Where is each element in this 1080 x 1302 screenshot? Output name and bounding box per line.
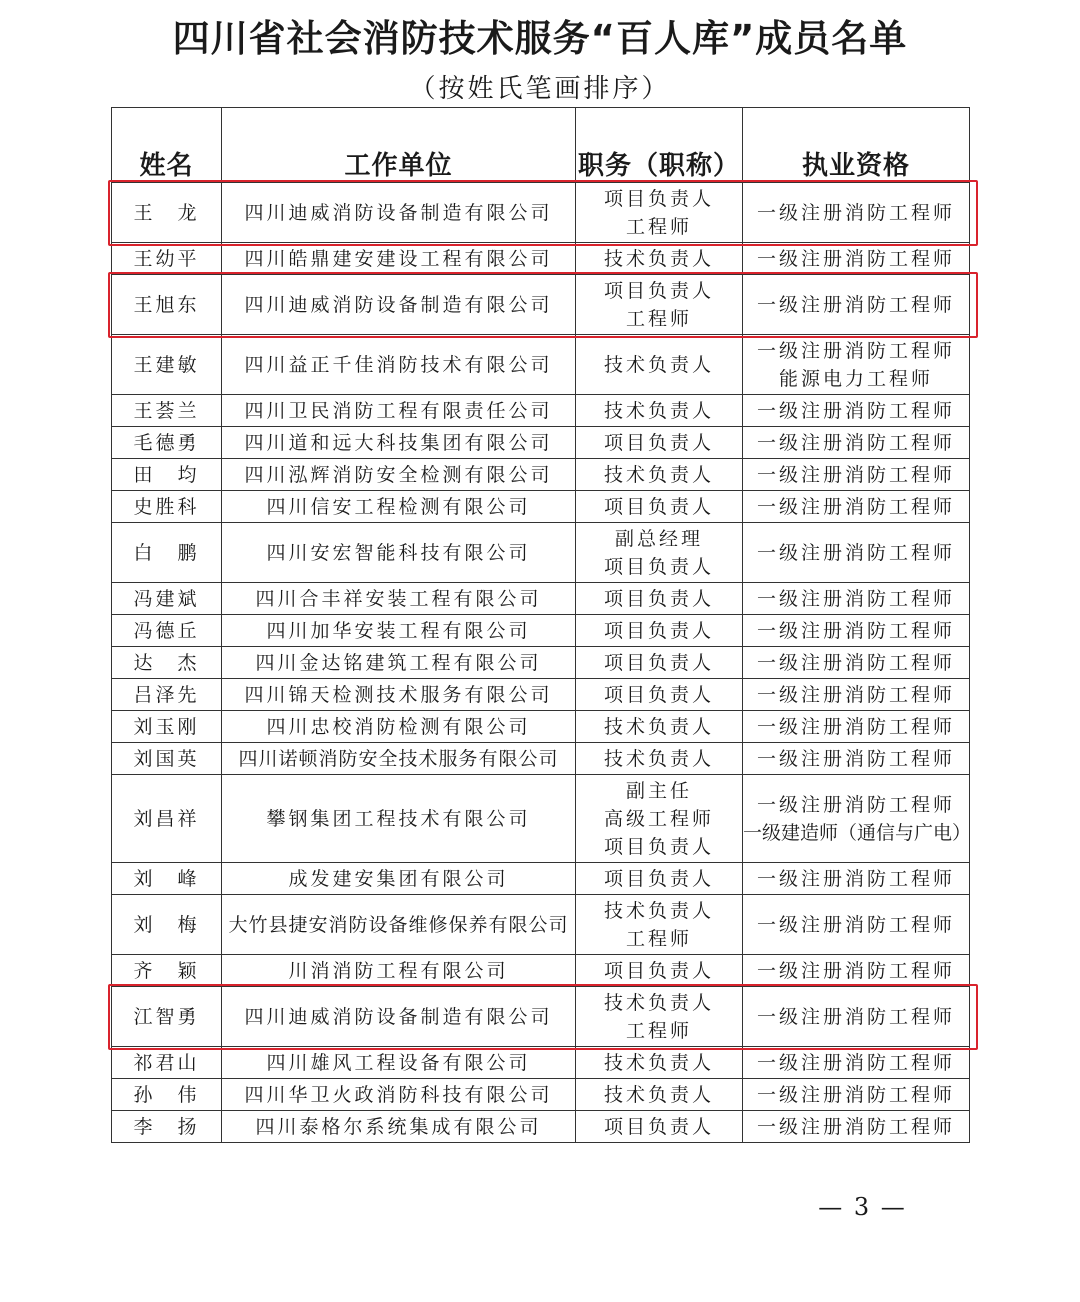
cell-qualification <box>743 1047 970 1079</box>
document-title: 四川省社会消防技术服务“百人库”成员名单 <box>172 17 908 60</box>
position-line: 项目负责人 <box>603 959 714 982</box>
qualification-line: 一级注册消防工程师 <box>756 867 955 890</box>
cell-name: 达 杰 <box>112 647 222 679</box>
cell-name: 冯建斌 <box>112 583 222 615</box>
cell-name: 江智勇 <box>112 987 222 1047</box>
position-line: 技术负责人 <box>603 1051 714 1074</box>
table-row <box>112 987 970 1047</box>
cell-name: 史胜科 <box>112 491 222 523</box>
cell-position <box>576 1079 743 1111</box>
cell-qualification <box>743 243 970 275</box>
table-row <box>112 615 970 647</box>
cell-unit: 四川迪威消防设备制造有限公司 <box>222 275 576 335</box>
position-line: 工程师 <box>625 215 692 238</box>
qualification-line: 一级注册消防工程师 <box>756 201 955 224</box>
position-line: 副总经理 <box>614 527 703 550</box>
cell-position <box>576 775 743 863</box>
position-line: 技术负责人 <box>603 1083 714 1106</box>
cell-qualification <box>743 955 970 987</box>
table-row <box>112 743 970 775</box>
table-row <box>112 775 970 863</box>
table-body <box>112 183 970 1143</box>
cell-name: 祁君山 <box>112 1047 222 1079</box>
header-unit: 工作单位 <box>222 108 576 183</box>
cell-qualification <box>743 459 970 491</box>
position-line: 项目负责人 <box>603 187 714 210</box>
cell-qualification <box>743 895 970 955</box>
table-row <box>112 275 970 335</box>
qualification-line: 一级注册消防工程师 <box>756 747 955 770</box>
qualification-line: 一级注册消防工程师 <box>756 1083 955 1106</box>
position-line: 工程师 <box>625 1019 692 1042</box>
position-line: 项目负责人 <box>603 555 714 578</box>
cell-position <box>576 955 743 987</box>
position-line: 项目负责人 <box>603 619 714 642</box>
position-line: 副主任 <box>625 779 692 802</box>
position-line: 项目负责人 <box>603 1115 714 1138</box>
qualification-line: 一级建造师（通信与广电） <box>743 821 972 844</box>
table-row <box>112 583 970 615</box>
cell-position <box>576 679 743 711</box>
table-row <box>112 955 970 987</box>
cell-unit: 四川泰格尔系统集成有限公司 <box>222 1111 576 1143</box>
cell-name: 王建敏 <box>112 335 222 395</box>
cell-unit: 攀钢集团工程技术有限公司 <box>222 775 576 863</box>
cell-qualification <box>743 775 970 863</box>
cell-qualification <box>743 275 970 335</box>
qualification-line: 一级注册消防工程师 <box>756 651 955 674</box>
cell-position <box>576 711 743 743</box>
cell-qualification <box>743 395 970 427</box>
table-row <box>112 395 970 427</box>
cell-unit: 川消消防工程有限公司 <box>222 955 576 987</box>
position-line: 项目负责人 <box>603 867 714 890</box>
cell-unit: 四川道和远大科技集团有限公司 <box>222 427 576 459</box>
position-line: 技术负责人 <box>603 247 714 270</box>
cell-qualification <box>743 427 970 459</box>
cell-unit: 成发建安集团有限公司 <box>222 863 576 895</box>
cell-name: 冯德丘 <box>112 615 222 647</box>
cell-position <box>576 987 743 1047</box>
qualification-line: 一级注册消防工程师 <box>756 399 955 422</box>
position-line: 技术负责人 <box>603 463 714 486</box>
cell-qualification <box>743 743 970 775</box>
cell-position <box>576 895 743 955</box>
cell-name: 李 扬 <box>112 1111 222 1143</box>
cell-name: 毛德勇 <box>112 427 222 459</box>
cell-qualification <box>743 987 970 1047</box>
cell-position <box>576 523 743 583</box>
cell-position <box>576 583 743 615</box>
table-header-row <box>112 108 970 183</box>
cell-qualification <box>743 491 970 523</box>
qualification-line: 能源电力工程师 <box>778 367 933 390</box>
cell-qualification <box>743 523 970 583</box>
cell-name: 吕泽先 <box>112 679 222 711</box>
qualification-line: 一级注册消防工程师 <box>756 587 955 610</box>
table-row <box>112 243 970 275</box>
cell-qualification <box>743 1111 970 1143</box>
cell-name: 刘国英 <box>112 743 222 775</box>
cell-unit: 四川华卫火政消防科技有限公司 <box>222 1079 576 1111</box>
qualification-line: 一级注册消防工程师 <box>756 913 955 936</box>
cell-position <box>576 743 743 775</box>
table-row <box>112 711 970 743</box>
qualification-line: 一级注册消防工程师 <box>756 541 955 564</box>
position-line: 项目负责人 <box>603 495 714 518</box>
qualification-line: 一级注册消防工程师 <box>756 683 955 706</box>
table-row <box>112 183 970 243</box>
cell-name: 王荟兰 <box>112 395 222 427</box>
qualification-line: 一级注册消防工程师 <box>756 1005 955 1028</box>
qualification-line: 一级注册消防工程师 <box>756 339 955 362</box>
cell-position <box>576 491 743 523</box>
position-line: 项目负责人 <box>603 279 714 302</box>
cell-unit: 四川雄风工程设备有限公司 <box>222 1047 576 1079</box>
table-row <box>112 1111 970 1143</box>
cell-unit: 四川卫民消防工程有限责任公司 <box>222 395 576 427</box>
cell-qualification <box>743 583 970 615</box>
qualification-line: 一级注册消防工程师 <box>756 959 955 982</box>
position-line: 项目负责人 <box>603 587 714 610</box>
position-line: 高级工程师 <box>603 807 714 830</box>
qualification-line: 一级注册消防工程师 <box>756 793 955 816</box>
cell-unit: 四川安宏智能科技有限公司 <box>222 523 576 583</box>
cell-name: 田 均 <box>112 459 222 491</box>
cell-qualification <box>743 183 970 243</box>
table-row <box>112 335 970 395</box>
cell-position <box>576 459 743 491</box>
table-row <box>112 523 970 583</box>
cell-name: 王旭东 <box>112 275 222 335</box>
table-row <box>112 491 970 523</box>
cell-unit: 四川泓辉消防安全检测有限公司 <box>222 459 576 491</box>
table-row <box>112 679 970 711</box>
page-number: — 3 — <box>818 1193 907 1221</box>
cell-name: 孙 伟 <box>112 1079 222 1111</box>
cell-name: 刘昌祥 <box>112 775 222 863</box>
cell-unit: 四川益正千佳消防技术有限公司 <box>222 335 576 395</box>
cell-unit: 四川忠校消防检测有限公司 <box>222 711 576 743</box>
cell-position <box>576 243 743 275</box>
cell-unit: 四川合丰祥安装工程有限公司 <box>222 583 576 615</box>
cell-qualification <box>743 679 970 711</box>
table-row <box>112 1047 970 1079</box>
cell-unit: 大竹县捷安消防设备维修保养有限公司 <box>222 895 576 955</box>
cell-name: 刘 梅 <box>112 895 222 955</box>
position-line: 技术负责人 <box>603 715 714 738</box>
qualification-line: 一级注册消防工程师 <box>756 1051 955 1074</box>
position-line: 工程师 <box>625 307 692 330</box>
cell-position <box>576 863 743 895</box>
cell-position <box>576 275 743 335</box>
cell-unit: 四川锦天检测技术服务有限公司 <box>222 679 576 711</box>
position-line: 项目负责人 <box>603 431 714 454</box>
cell-position <box>576 335 743 395</box>
cell-unit: 四川加华安装工程有限公司 <box>222 615 576 647</box>
cell-position <box>576 647 743 679</box>
table-row <box>112 459 970 491</box>
table-row <box>112 895 970 955</box>
header-name: 姓名 <box>112 108 222 183</box>
position-line: 技术负责人 <box>603 747 714 770</box>
member-table <box>111 107 970 1143</box>
cell-name: 白 鹏 <box>112 523 222 583</box>
cell-unit: 四川金达铭建筑工程有限公司 <box>222 647 576 679</box>
cell-unit: 四川信安工程检测有限公司 <box>222 491 576 523</box>
cell-name: 王幼平 <box>112 243 222 275</box>
cell-position <box>576 1047 743 1079</box>
qualification-line: 一级注册消防工程师 <box>756 463 955 486</box>
position-line: 技术负责人 <box>603 353 714 376</box>
cell-position <box>576 427 743 459</box>
position-line: 项目负责人 <box>603 683 714 706</box>
cell-unit: 四川迪威消防设备制造有限公司 <box>222 987 576 1047</box>
cell-qualification <box>743 335 970 395</box>
position-line: 项目负责人 <box>603 835 714 858</box>
table-row <box>112 647 970 679</box>
cell-qualification <box>743 615 970 647</box>
cell-position <box>576 395 743 427</box>
table-row <box>112 863 970 895</box>
position-line: 技术负责人 <box>603 899 714 922</box>
cell-name: 刘 峰 <box>112 863 222 895</box>
position-line: 技术负责人 <box>603 399 714 422</box>
cell-position <box>576 1111 743 1143</box>
cell-name: 刘玉刚 <box>112 711 222 743</box>
qualification-line: 一级注册消防工程师 <box>756 293 955 316</box>
header-qualification: 执业资格 <box>743 108 970 183</box>
cell-unit: 四川诺顿消防安全技术服务有限公司 <box>222 743 576 775</box>
position-line: 项目负责人 <box>603 651 714 674</box>
cell-qualification <box>743 647 970 679</box>
cell-position <box>576 615 743 647</box>
qualification-line: 一级注册消防工程师 <box>756 619 955 642</box>
qualification-line: 一级注册消防工程师 <box>756 247 955 270</box>
document-subtitle: （按姓氏笔画排序） <box>409 74 671 104</box>
qualification-line: 一级注册消防工程师 <box>756 431 955 454</box>
qualification-line: 一级注册消防工程师 <box>756 715 955 738</box>
cell-name: 王 龙 <box>112 183 222 243</box>
cell-unit: 四川迪威消防设备制造有限公司 <box>222 183 576 243</box>
header-position: 职务（职称） <box>576 108 743 183</box>
cell-unit: 四川皓鼎建安建设工程有限公司 <box>222 243 576 275</box>
qualification-line: 一级注册消防工程师 <box>756 1115 955 1138</box>
cell-name: 齐 颖 <box>112 955 222 987</box>
position-line: 技术负责人 <box>603 991 714 1014</box>
position-line: 工程师 <box>625 927 692 950</box>
cell-qualification <box>743 711 970 743</box>
cell-qualification <box>743 863 970 895</box>
qualification-line: 一级注册消防工程师 <box>756 495 955 518</box>
table-row <box>112 427 970 459</box>
table-row <box>112 1079 970 1111</box>
cell-qualification <box>743 1079 970 1111</box>
cell-position <box>576 183 743 243</box>
